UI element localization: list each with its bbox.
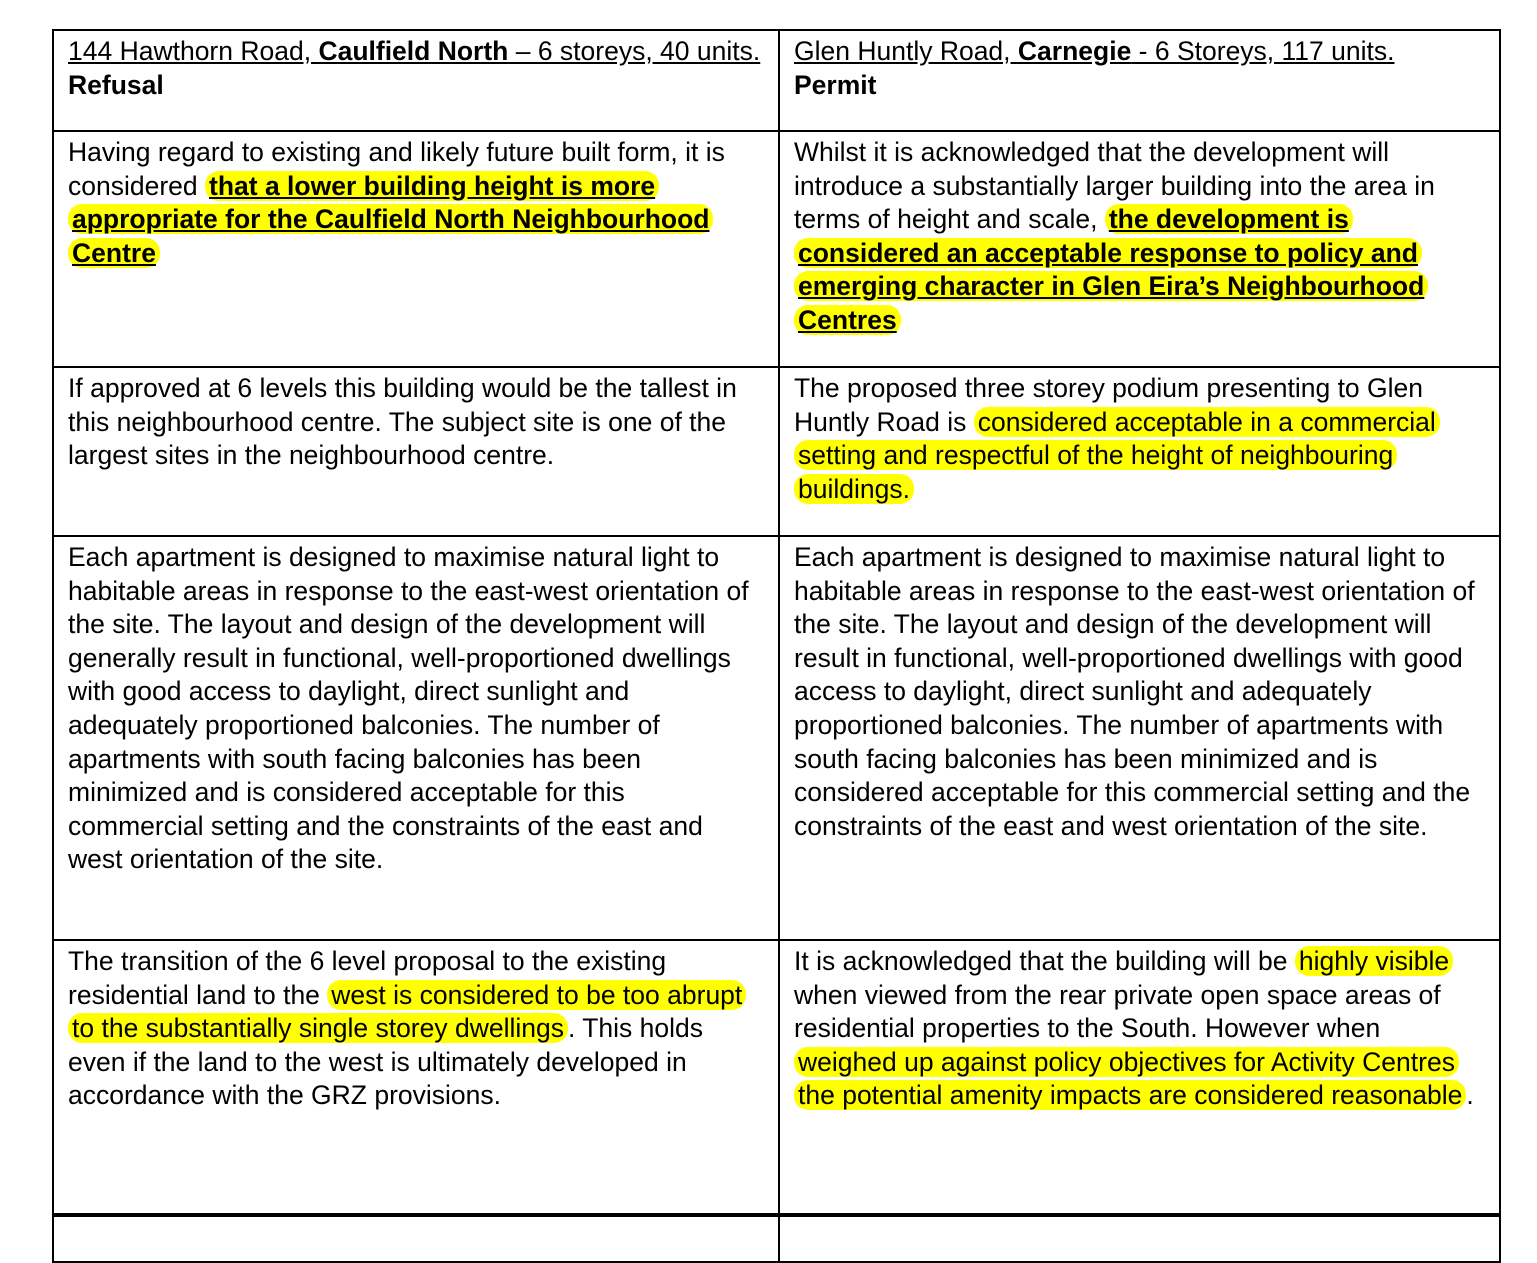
header-cell-right: [779, 30, 1500, 131]
highlighted-text: that a lower building height is more appropriate for the Caulfield North Neighbourhood Centre: [68, 171, 713, 268]
highlighted-text: weighed up against policy objectives for Activity Centres the potential amenity impacts are considered reasonable: [794, 1047, 1466, 1111]
cell-left: [53, 940, 779, 1215]
suburb-right: Carnegie: [1017, 36, 1132, 66]
cell-text: If approved at 6 levels this building would be the tallest in this neighbourhood centre. The subject site is one of the largest sites in the neighbourhood centre.: [68, 373, 737, 471]
table-row: [53, 131, 1500, 367]
cell-text: Whilst it is acknowledged that the development will introduce a substantially larger building into the area in terms of height and scale,: [794, 137, 1435, 235]
highlighted-text: the development is considered an acceptable response to policy and emerging character in Glen Eira’s Neighbourhood Centres: [794, 204, 1428, 335]
highlighted-text: west is considered to be too abrupt to the substantially single storey dwellings: [68, 980, 746, 1044]
cell-text: when viewed from the rear private open space areas of residential properties to the South. However when: [794, 979, 1441, 1044]
highlighted-text: considered acceptable in a commercial setting and respectful of the height of neighbouring buildings.: [794, 407, 1440, 504]
cell-text: .: [1466, 1080, 1474, 1111]
cell-left: [53, 1215, 779, 1262]
address-left: 144 Hawthorn Road,: [68, 36, 319, 66]
header-cell-left: [53, 30, 779, 131]
cell-text: The transition of the 6 level proposal to the existing residential land to the: [68, 946, 667, 1010]
cell-text: The proposed three storey podium presenting to Glen Huntly Road is: [794, 373, 1424, 437]
outcome-left: Refusal: [68, 69, 164, 100]
header-row: [53, 30, 1500, 131]
cell-right: [779, 367, 1500, 536]
table-row: [53, 536, 1500, 940]
highlighted-text: highly visible: [1295, 946, 1453, 976]
cell-right: [779, 940, 1500, 1215]
cell-right: [779, 536, 1500, 940]
comparison-table: [52, 29, 1501, 1263]
cell-text: Having regard to existing and likely future built form, it is considered: [68, 137, 725, 201]
cell-text: . This holds even if the land to the west is ultimately developed in accordance with the GRZ provisions.: [68, 1013, 704, 1111]
details-right: - 6 Storeys, 117 units.: [1131, 36, 1395, 66]
table-row: [53, 940, 1500, 1215]
address-right: Glen Huntly Road,: [794, 36, 1018, 66]
details-left: – 6 storeys, 40 units.: [508, 36, 761, 66]
cell-right: [779, 131, 1500, 367]
cell-left: [53, 131, 779, 367]
cell-left: [53, 536, 779, 940]
table-row: [53, 367, 1500, 536]
cell-text: Each apartment is designed to maximise natural light to habitable areas in response to the east-west orientation of the site. The layout and design of the development will generally result in functional, well-proportioned dwellings with good access to daylight, direct sunlight and adequately proportioned balconies. The number of apartments with south facing balconies has been minimized and is considered acceptable for this commercial setting and the constraints of the east and west orientation of the site.: [68, 542, 749, 875]
cell-right: [779, 1215, 1500, 1262]
cell-text: It is acknowledged that the building will be: [794, 946, 1295, 976]
outcome-right: Permit: [794, 69, 877, 100]
cell-left: [53, 367, 779, 536]
cell-text: Each apartment is designed to maximise natural light to habitable areas in response to the east-west orientation of the site. The layout and design of the development will result in functional, well-proportioned dwellings with good access to daylight, direct sunlight and adequately proportioned balconies. The number of apartments with south facing balconies has been minimized and is considered acceptable for this commercial setting and the constraints of the east and west orientation of the site.: [794, 542, 1475, 841]
suburb-left: Caulfield North: [318, 36, 509, 66]
table-row-empty: [53, 1215, 1500, 1262]
